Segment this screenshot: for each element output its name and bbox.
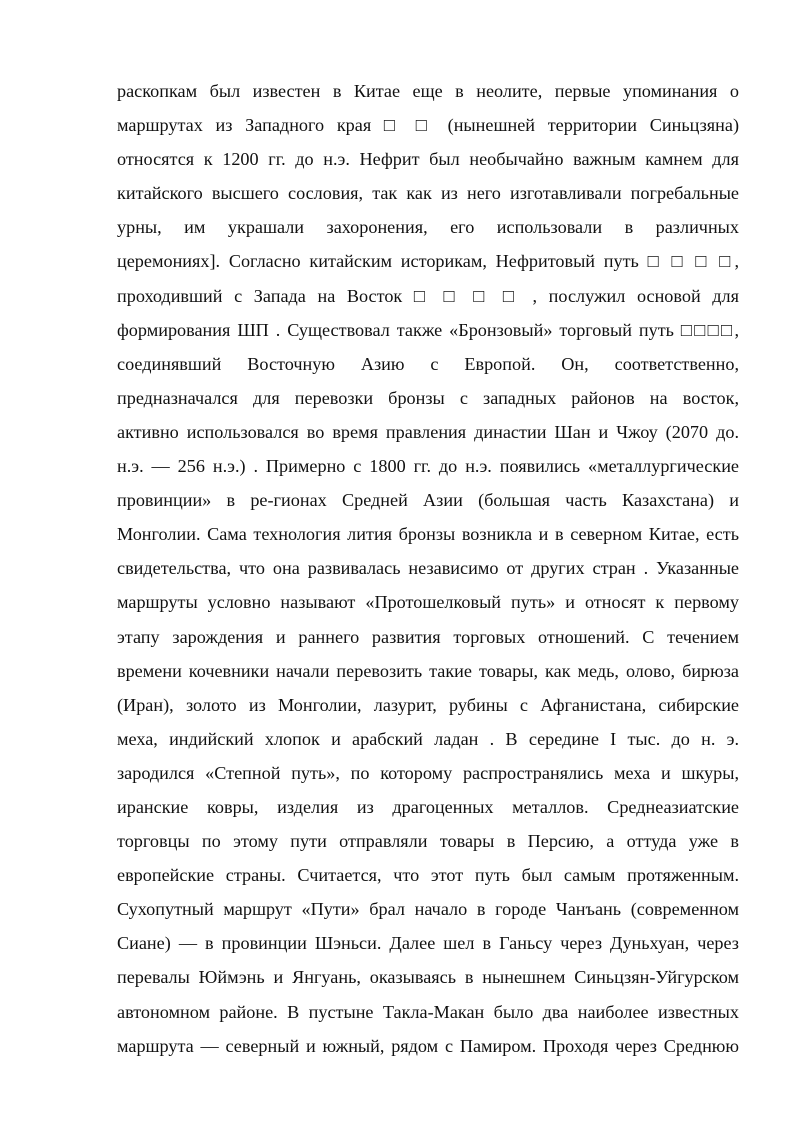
- text-line: Сиане) — в провинции Шэньси. Далее шел в Ганьсу через Дуньхуан, через: [117, 933, 739, 954]
- text-line: Монголии. Сама технология лития бронзы возникла и в северном Китае, есть: [117, 524, 739, 545]
- text-line: церемониях]. Согласно китайским историкам, Нефритовый путь □ □ □ □,: [117, 251, 739, 272]
- text-line: маршрута — северный и южный, рядом с Памиром. Проходя через Среднюю: [117, 1035, 739, 1056]
- text-line: Сухопутный маршрут «Пути» брал начало в городе Чанъань (современном: [117, 899, 739, 920]
- text-line: меха, индийский хлопок и арабский ладан . В середине I тыс. до н. э.: [117, 728, 739, 749]
- text-line: иранские ковры, изделия из драгоценных металлов. Среднеазиатские: [117, 796, 739, 817]
- text-line: (Иран), золото из Монголии, лазурит, рубины с Афганистана, сибирские: [117, 694, 739, 715]
- text-line: маршрутах из Западного края □ □ (нынешней территории Синьцзяна): [117, 115, 739, 136]
- text-line: зародился «Степной путь», по которому распространялись меха и шкуры,: [117, 762, 739, 783]
- text-line: времени кочевники начали перевозить такие товары, как медь, олово, бирюза: [117, 660, 739, 681]
- text-line: перевалы Юймэнь и Янгуань, оказываясь в нынешнем Синьцзян-Уйгурском: [117, 967, 739, 988]
- text-line: свидетельства, что она развивалась независимо от других стран . Указанные: [117, 558, 739, 579]
- text-line: предназначался для перевозки бронзы с западных районов на восток,: [117, 387, 739, 408]
- text-line: провинции» в ре-гионах Средней Азии (большая часть Казахстана) и: [117, 490, 739, 511]
- text-line: торговцы по этому пути отправляли товары в Персию, а оттуда уже в: [117, 831, 739, 852]
- text-line: китайского высшего сословия, так как из него изготавливали погребальные: [117, 183, 739, 204]
- text-line: соединявший Восточную Азию с Европой. Он, соответственно,: [117, 353, 739, 374]
- text-line: автономном районе. В пустыне Такла-Макан было два наиболее известных: [117, 1001, 739, 1022]
- text-line: активно использовался во время правления династии Шан и Чжоу (2070 до.: [117, 421, 739, 442]
- text-line: проходивший с Запада на Восток □ □ □ □ , послужил основой для: [117, 285, 739, 306]
- text-line: раскопкам был известен в Китае еще в неолите, первые упоминания о: [117, 81, 739, 101]
- body-text: [117, 74, 739, 1063]
- text-line: этапу зарождения и раннего развития торговых отношений. С течением: [117, 626, 739, 647]
- text-line: урны, им украшали захоронения, его использовали в различных: [117, 217, 739, 238]
- text-line: европейские страны. Считается, что этот путь был самым протяженным.: [117, 865, 739, 886]
- text-line: маршруты условно называют «Протошелковый путь» и относят к первому: [117, 592, 739, 613]
- text-line: относятся к 1200 гг. до н.э. Нефрит был необычайно важным камнем для: [117, 149, 739, 170]
- text-line: формирования ШП . Существовал также «Бронзовый» торговый путь □□□□,: [117, 319, 739, 340]
- text-line: н.э. — 256 н.э.) . Примерно с 1800 гг. до н.э. появились «металлургические: [117, 456, 739, 477]
